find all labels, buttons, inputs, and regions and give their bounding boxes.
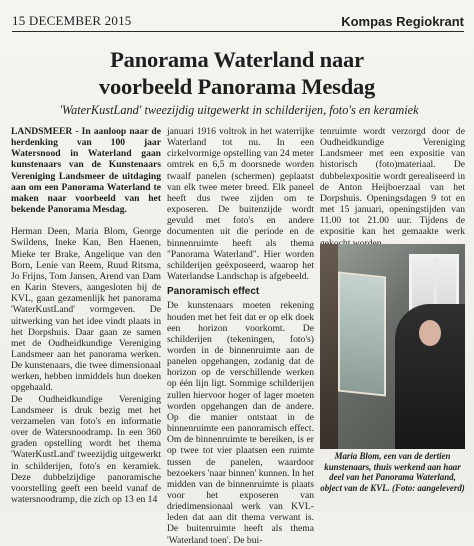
- newspaper-name: Kompas Regiokrant: [341, 14, 464, 29]
- article-headline: [18, 46, 456, 100]
- society-paragraph: De Oudheidkundige Vereniging Landsmeer is druk bezig met het verzamelen van foto's en informatie over de Watersnoodramp. In een 360 graden opstelling wordt het thema 'WaterKustLand' tweezijdig uitgewerkt in schilderijen, foto's en keramiek. Deze dubbelzijdige panoramische voorstelling geeft een beeld vanaf de watersnoodramp, die zich op 13 en 14: [11, 393, 161, 505]
- page-header: [12, 14, 464, 32]
- article-column-3: [320, 126, 465, 238]
- artists-paragraph: Herman Deen, Maria Blom, George Swildens, Ineke Kan, Ben Haenen, Mieke ter Brake, Angelique van den Born, Lenie van Reem, Ruud Ritsma, Jo Frijns, Tom Jansen, Arend van Dam en Karin Stevers, aangesloten bij de KVL, gaan gezamenlijk het panorama 'WaterKustLand' vormgeven. De uitwerking van het idee vindt plaats in het Dorpshuis. Daar gaan ze samen met de Oudheidkundige Vereniging Landsmeer aan het panorama werken. De kunstenaars, die twee dimensionaal werken, hebben inmiddels hun doeken opgehaald.: [11, 226, 161, 394]
- section-subtitle: Panoramisch effect: [167, 286, 260, 298]
- article-lead-paragraph: LANDSMEER - In aanloop naar de herdenking van 100 jaar Watersnood in Waterland gaan kunstenaars van de Kunstenaars Vereniging Landsmeer de uitdaging aan om een Panorama Waterland te maken naar voorbeeld van het bekende Panorama Mesdag.: [11, 126, 161, 216]
- article-column-1: [11, 126, 161, 504]
- article-photo: [320, 244, 465, 449]
- photo-shelf: [320, 244, 338, 449]
- setup-paragraph: januari 1916 voltrok in het waterrijke Waterland tot nu. In een cirkelvormige opstelling van 24 meter omtrek en 6,5 m doorsnede worden twaalf panelen (schermen) geplaatst van elk twee meter breed. Elk paneel heeft dus twee zijden om te exposeren. De buitenzijde wordt gevuld met foto's en andere documenten uit die periode en de binnenruimte heeft als thema "Panorama Waterland". Hier worden schilderijen geëxposeerd, waarop het Waterlandse Landschap is afgebeeld.: [167, 126, 314, 283]
- photo-artist-face: [419, 320, 441, 346]
- headline-line-2: voorbeeld Panorama Mesdag: [98, 74, 376, 99]
- issue-date: 15 DECEMBER 2015: [12, 13, 132, 28]
- article-column-2: [167, 126, 314, 546]
- effect-paragraph: De kunstenaars moeten rekening houden met het feit dat er op elk doek een horizon voorkomt. De schilderijen (tekeningen, foto's) worden in de binnenruimte aan de panelen opgehangen, zodanig dat de horizon op de verschillende werken op één lijn ligt. Sommige schilderijen zullen hiervoor hoger of lager moeten worden opgehangen dan de andere. Op die manier ontstaat in de binnenruimte een panoramisch effect. Om de binnenruimte te bereiken, is er op twee tot vier plaatsen een ruimte tussen de panelen, waardoor bezoekers 'naar binnen' kunnen. In het midden van de binnenruimte is plaats voor het exposeren van driedimensionaal werk van KVL-leden dat aan dit thema verwant is. De buitenruimte heeft als thema 'Waterland toen'. De bui-: [167, 300, 314, 546]
- photo-painting: [338, 271, 386, 396]
- paragraph-gap: [11, 215, 161, 226]
- headline-line-1: Panorama Waterland naar: [110, 47, 364, 72]
- photo-caption: Maria Blom, een van de dertien kunstenaars, thuis werkend aan haar deel van het Panorama Waterland, object van de KVL. (Foto: aangeleverd): [320, 451, 465, 493]
- article-subheadline: 'WaterKustLand' tweezijdig uitgewerkt in schilderijen, foto's en keramiek: [59, 103, 419, 117]
- exhibition-paragraph: tenruimte wordt verzorgd door de Oudheidkundige Vereniging Landsmeer met een expositie van historisch (foto)materiaal. De dubbelexpositie wordt gerealiseerd in de Anton Heijboerzaal van het Dorpshuis. Openingsdagen 9 tot en met 15 januari, openingstijden van 11.00 tot 21.00 uur. Tijdens de expositie kan het gemaakte werk: [320, 126, 465, 238]
